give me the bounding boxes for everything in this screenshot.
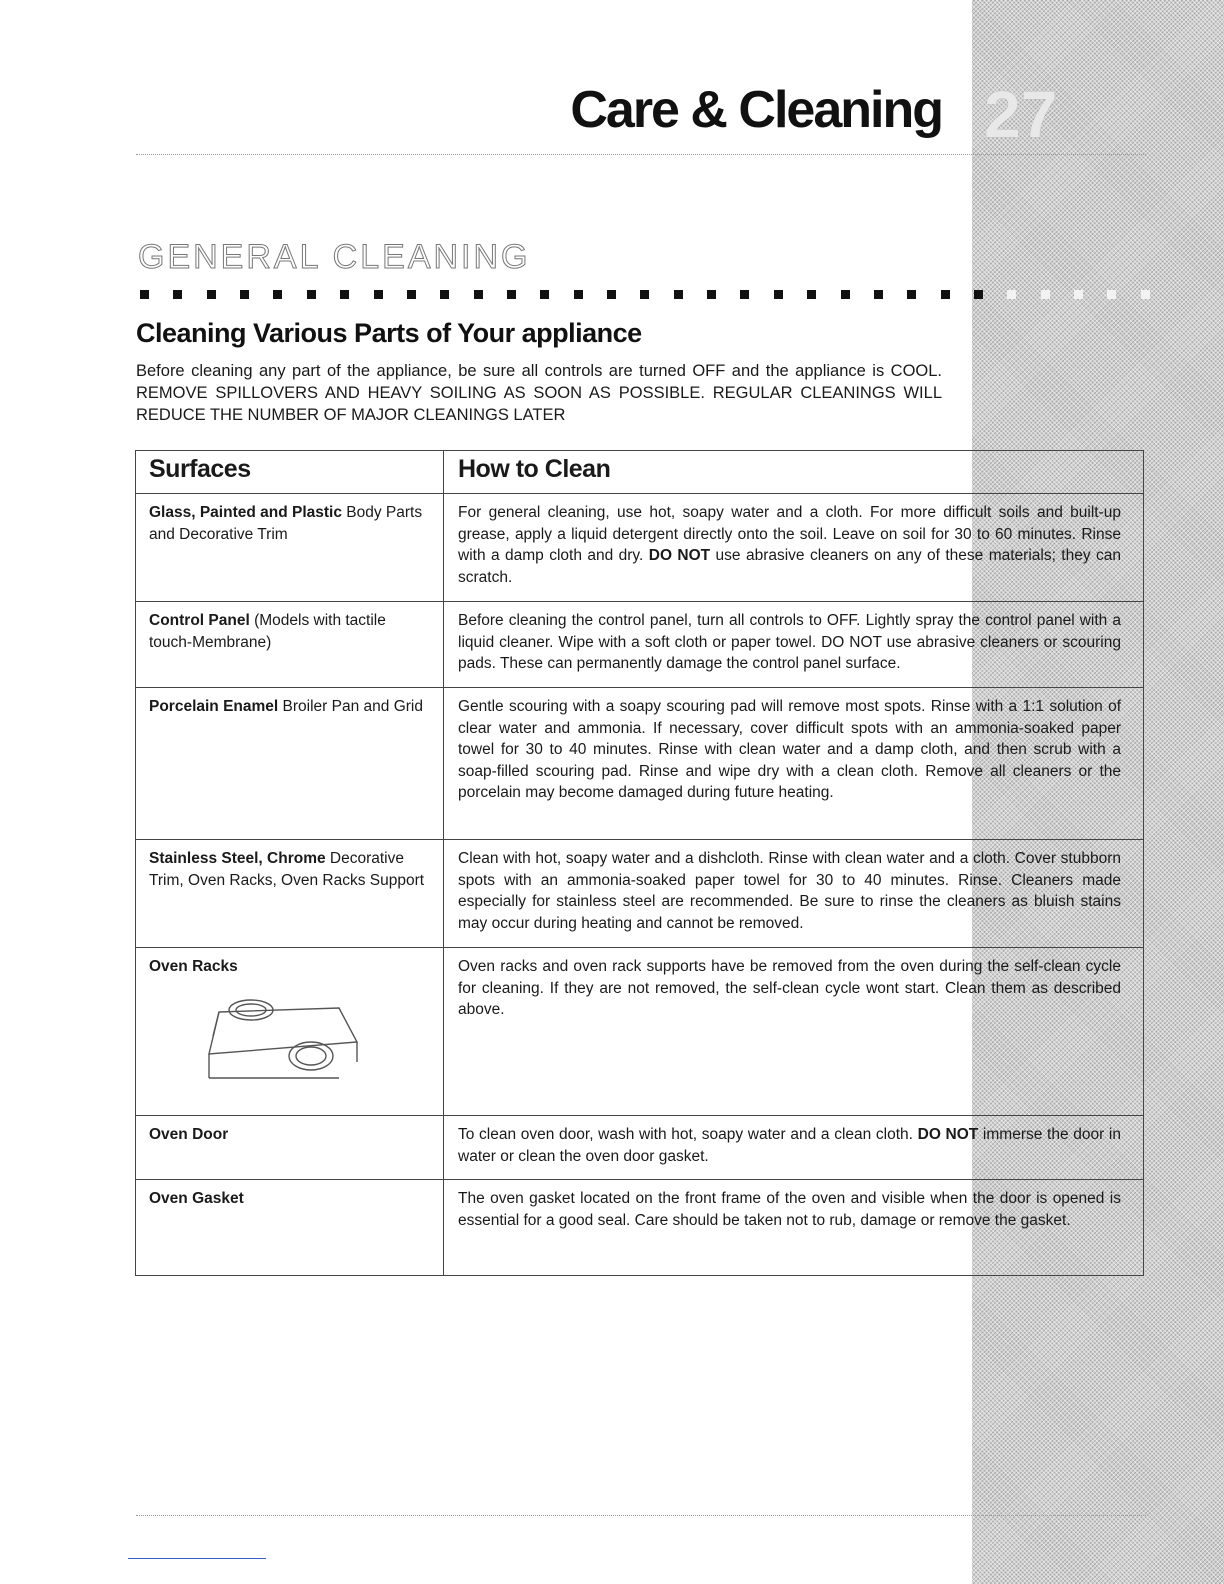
surface-name: Control Panel [149,612,250,629]
instruction-warning: DO NOT [648,547,711,564]
instruction-text: For general cleaning, use hot, soapy water and a cloth. For more difficult soils and built-up grease, apply a liquid detergent directly onto the soil. Leave on soil for 30 to 60 minutes. Rinse with a damp cloth and dry. [458,504,1121,564]
footer-divider [136,1515,1146,1516]
table-row [136,602,1144,688]
sub-heading: Cleaning Various Parts of Your appliance [136,318,642,348]
surface-cell [136,948,444,1116]
cleaning-instructions [444,494,1144,602]
cleaning-instructions [444,948,1144,1116]
section-heading: GENERAL CLEANING [138,238,531,276]
instruction-text: Clean with hot, soapy water and a dishcloth. Rinse with clean water and a cloth. Cover stubborn spots with an ammonia-soaked paper towel for 30 to 40 minutes. Rinse. Cleaners made especially for stainless steel are recommended. Be sure to rinse the cleaners as bluish stains may occur during heating and cannot be removed. [458,850,1121,932]
surface-name: Porcelain Enamel [149,698,279,715]
page-title: Care & Cleaning [570,81,942,139]
header-divider [136,154,1146,155]
surface-detail: Decorative Trim, Oven Racks, Oven Racks Support [149,850,425,889]
table-row [136,494,1144,602]
surface-detail: (Models with tactile touch-Membrane) [149,612,386,651]
instruction-text: Gentle scouring with a soapy scouring pad will remove most spots. Rinse with a 1:1 solution of clear water and ammonia. If necessary, cover difficult spots with an ammonia-soaked paper towel for 30 to 40 minutes. Rinse with clean water and a damp cloth, and then scrub with a soap-filled scouring pad. Rinse and wipe dry with a clean cloth. Remove all cleaners or the porcelain may become damaged during future heating. [458,698,1121,801]
instruction-text: Oven racks and oven rack supports have be removed from the oven during the self-clean cycle for cleaning. If they are not removed, the self-clean cycle wont start. Clean them as described above. [458,958,1121,1018]
care-table [135,450,1144,1276]
surface-detail: Body Parts and Decorative Trim [149,504,423,543]
surface-name: Oven Door [149,1126,229,1143]
instruction-text: Before cleaning the control panel, turn all controls to OFF. Lightly spray the control panel with a liquid cleaner. Wipe with a soft cloth or paper towel. DO NOT use abrasive cleaners or scouring pads. These can permanently damage the control panel surface. [458,612,1121,672]
instruction-text: To clean oven door, wash with hot, soapy water and a clean cloth. [458,1126,918,1143]
table-header-row [136,451,1144,494]
cleaning-instructions [444,840,1144,948]
surface-cell [136,688,444,840]
surface-cell [136,494,444,602]
bullet-divider [140,290,1150,300]
footer-link-line [128,1558,266,1559]
surface-name: Oven Gasket [149,1190,244,1207]
cleaning-instructions [444,602,1144,688]
table-row [136,688,1144,840]
cleaning-instructions [444,688,1144,840]
page-number: 27 [984,77,1058,151]
column-header-how-to-clean: How to Clean [444,451,1144,494]
table-row [136,1180,1144,1276]
instruction-text: immerse the door in water or clean the oven door gasket. [458,1126,1121,1165]
intro-paragraph: Before cleaning any part of the appliance, be sure all controls are turned OFF and the appliance is COOL. REMOVE SPILLOVERS AND HEAVY SOILING AS SOON AS POSSIBLE. REGULAR CLEANINGS WILL REDUCE THE NUMBER OF MAJOR CLEANINGS LATER [136,362,942,424]
cleaning-instructions [444,1180,1144,1276]
surface-cell [136,840,444,948]
instruction-text: The oven gasket located on the front frame of the oven and visible when the door is opened is essential for a good seal. Care should be taken not to rub, damage or remove the gasket. [458,1190,1121,1229]
table-row [136,1116,1144,1180]
instruction-text: use abrasive cleaners on any of these materials; they can scratch. [458,547,1122,586]
surface-cell [136,602,444,688]
cleaning-instructions [444,1116,1144,1180]
table-row [136,840,1144,948]
oven-rack-illustration [189,984,369,1084]
surface-cell [136,1116,444,1180]
instruction-warning: DO NOT [917,1126,979,1143]
table-row [136,948,1144,1116]
surface-cell [136,1180,444,1276]
surface-detail: Broiler Pan and Grid [278,698,423,715]
column-header-surfaces: Surfaces [136,451,444,494]
surface-name: Oven Racks [149,958,238,975]
surface-name: Glass, Painted and Plastic [149,504,342,521]
surface-name: Stainless Steel, Chrome [149,850,326,867]
